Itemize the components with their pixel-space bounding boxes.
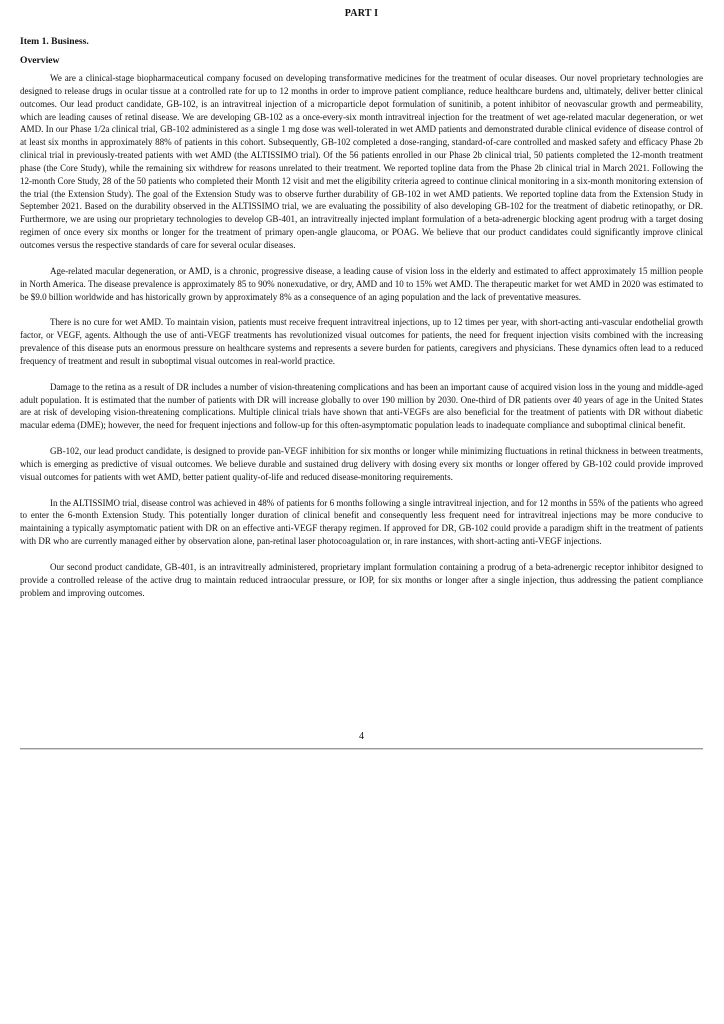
page-number: 4 <box>359 731 364 742</box>
paragraph-company-overview: We are a clinical-stage biopharmaceutical company focused on developing transformative medicines for the treatment of ocular diseases. Our novel proprietary technologies are designed to release drugs in ocular tissue at a controlled rate for up to 12 months in order to improve patient compliance, reduce healthcare burdens and, ultimately, deliver better clinical outcomes. Our lead product candidate, GB-102, is an intravitreal injection of a microparticle depot formulation of sunitinib, a potent inhibitor of neovascular growth and permeability, which are leading causes of retinal disease. We are developing GB-102 as a once-every-six month intravitreal injection for the treatment of wet age-related macular degeneration, or wet AMD. In our Phase 1/2a clinical trial, GB-102 administered as a single 1 mg dose was well-tolerated in wet AMD patients and demonstrated durable clinical evidence of disease control of at least six months in approximately 88% of patients in this cohort. Subsequently, GB-102 completed a dose-ranging, standard-of-care controlled and masked safety and efficacy Phase 2b clinical trial in previously-treated patients with wet AMD (the ALTISSIMO trial). Of the 56 patients enrolled in our Phase 2b clinical trial, 50 patients completed the 12-month treatment phase (the Core Study), while the remaining six withdrew for reasons unrelated to their treatment. We reported topline data from the Phase 2b clinical trial in March 2021. Following the 12-month Core Study, 28 of the 50 patients who completed their Month 12 visit and met the eligibility criteria agreed to continue clinical monitoring in a six-month monitoring extension of the trial (the Extension Study). The goal of the Extension Study was to observe further durability of GB-102 in wet AMD patients. We reported topline data from the Extension Study in September 2021. Based on the durability observed in the ALTISSIMO trial, we are evaluating the possibility of also developing GB-102 for the treatment of diabetic retinopathy, or DR. Furthermore, we are using our proprietary technologies to develop GB-401, an intravitreally injected implant formulation of a beta-adrenergic blocking agent prodrug with a target dosing regimen of once every six months or longer for the treatment of primary open-angle glaucoma, or POAG. We believe that our product candidates could significantly improve clinical outcomes versus the respective standards of care for several ocular diseases. <box>20 73 703 250</box>
section-heading: Overview <box>20 55 60 66</box>
paragraph-gb401: Our second product candidate, GB-401, is an intravitreally administered, proprietary implant formulation containing a prodrug of a beta-adrenergic receptor inhibitor designed to provide a controlled release of the active drug to maintain reduced intraocular pressure, or IOP, for six months or longer after a single injection, thus addressing the patient compliance problem and improving outcomes. <box>20 562 703 598</box>
page-divider <box>20 748 703 749</box>
paragraph-diabetic-retinopathy: Damage to the retina as a result of DR includes a number of vision-threatening complications and has been an important cause of acquired vision loss in the young and middle-aged adult population. It is estimated that the number of patients with DR will increase globally to over 190 million by 2030. One-third of DR patients over 40 years of age in the United States are at risk of developing vision-threatening complications. Multiple clinical trials have shown that anti-VEGFs are also beneficial for the treatment of patients with DR without diabetic macular edema (DME); however, the need for frequent injections and follow-up for this often-asymptomatic population leads to inadequate compliance and suboptimal clinical benefit. <box>20 381 703 431</box>
paragraph-gb102-design: GB-102, our lead product candidate, is designed to provide pan-VEGF inhibition for six months or longer while minimizing fluctuations in retinal thickness in between treatments, which is emerging as predictive of visual outcomes. We believe durable and sustained drug delivery with dosing every six months or longer offered by GB-102 could provide improved visual outcomes for patients with wet AMD, better patient quality-of-life and reduced disease-monitoring requirements. <box>20 446 703 482</box>
item-heading: Item 1. Business. <box>20 36 89 47</box>
paragraph-amd-background: Age-related macular degeneration, or AMD, is a chronic, progressive disease, a leading cause of vision loss in the elderly and estimated to affect approximately 15 million people in North America. The disease prevalence is approximately 85 to 90% nonexudative, or dry, AMD and 10 to 15% wet AMD. The therapeutic market for wet AMD in 2020 was estimated to be $9.0 billion worldwide and has historically grown by approximately 8% as a consequence of an aging population and the lack of preventative measures. <box>20 265 703 302</box>
body-text <box>20 72 703 613</box>
paragraph-altissimo-results: In the ALTISSIMO trial, disease control was achieved in 48% of patients for 6 months following a single intravitreal injection, and for 12 months in 55% of the patients who agreed to enter the 6-month Extension Study. This potentially longer duration of clinical benefit and consequently less frequent need for intravitreal injections may be more conducive to maintaining a typically asymptomatic patient with DR on an effective anti-VEGF therapy regimen. If approved for DR, GB-102 could provide a paradigm shift in the treatment of patients with DR who are currently managed either by observation alone, pan-retinal laser photocoagulation or, in rare instances, with short-acting anti-VEGF injections. <box>20 497 703 547</box>
paragraph-wet-amd-treatment: There is no cure for wet AMD. To maintain vision, patients must receive frequent intravitreal injections, up to 12 times per year, with short-acting anti-vascular endothelial growth factor, or VEGF, agents. Although the use of anti-VEGF treatments has revolutionized visual outcomes for patients, the need for frequent injection visits combined with the increasing prevalence of this disease puts an enormous pressure on healthcare systems and represents a severe burden for patients, caregivers and physicians. These dynamics often lead to a reduced frequency of treatment and result in suboptimal visual outcomes in real-world practice. <box>20 317 703 366</box>
part-heading: PART I <box>344 8 379 19</box>
